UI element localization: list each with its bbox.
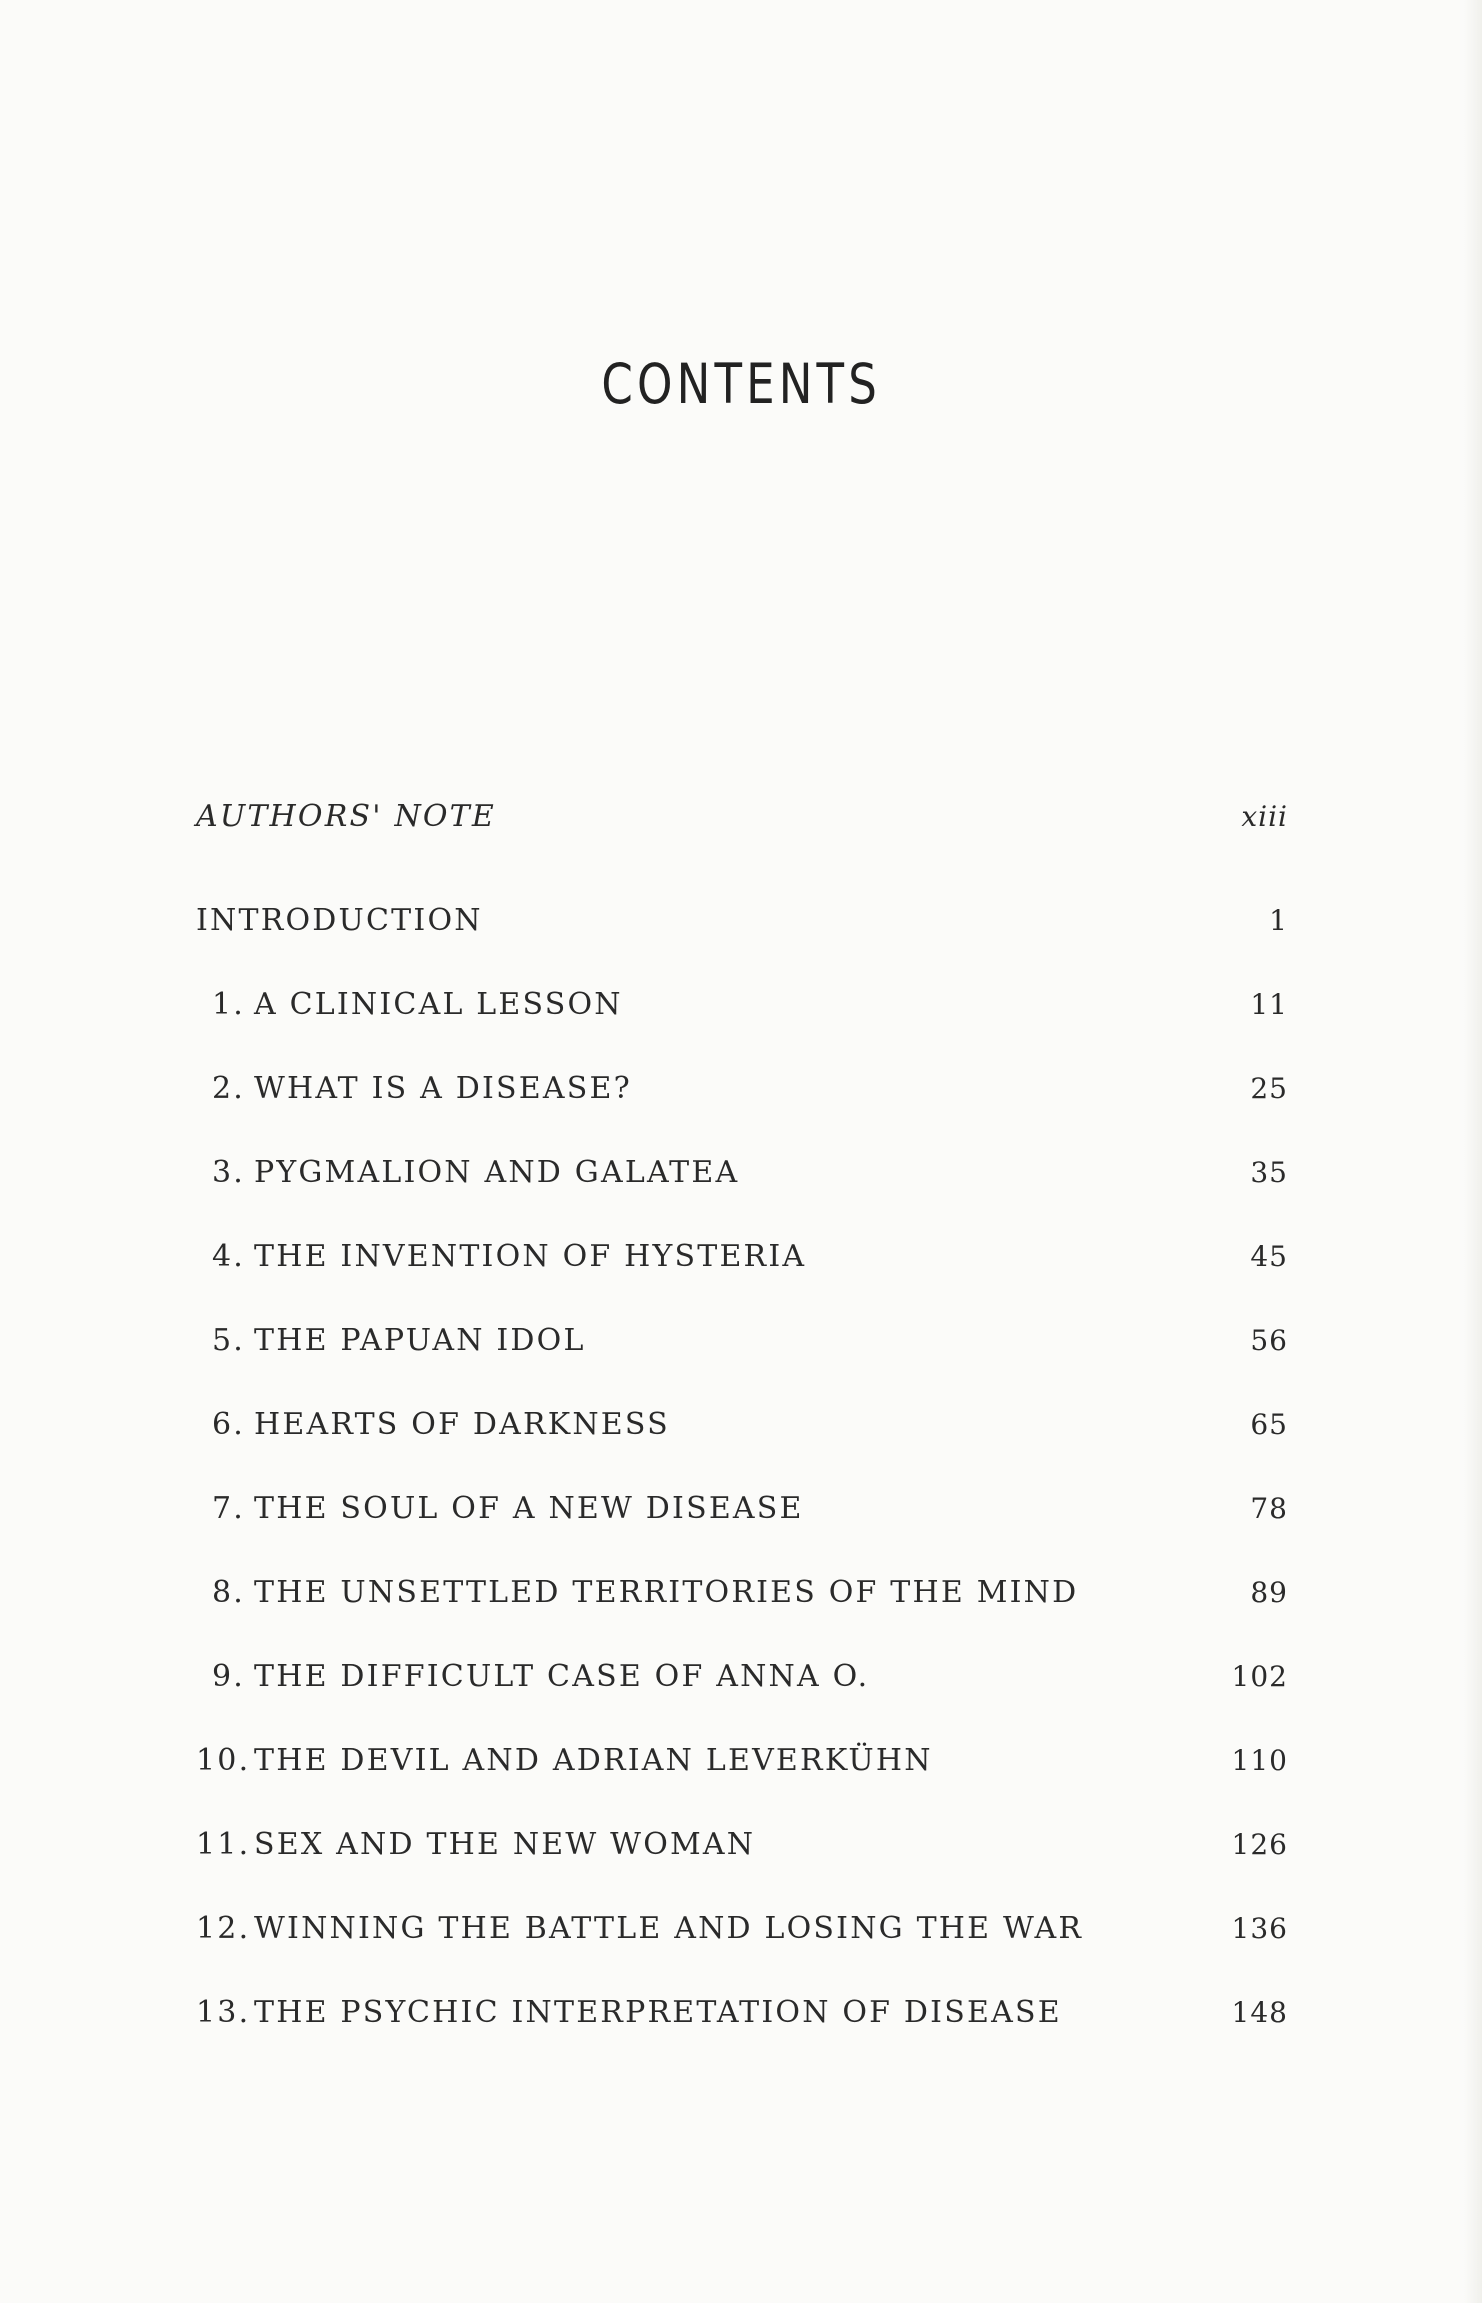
toc-entry-title <box>196 1887 1083 1971</box>
toc-entry-chapter[interactable] <box>196 1803 1290 1887</box>
toc-entry-chapter[interactable] <box>196 1719 1290 1803</box>
toc-entry-page: 136 <box>1231 1912 1288 1945</box>
chapter-title: PYGMALION AND GALATEA <box>254 1155 740 1190</box>
toc-entry-chapter[interactable] <box>196 1215 1290 1299</box>
toc-entry-chapter[interactable] <box>196 1047 1290 1131</box>
toc-entry-title <box>196 1551 1078 1635</box>
chapter-number: 12. <box>196 1911 251 1946</box>
toc-entry-title <box>196 1383 670 1467</box>
toc-entry-page: 102 <box>1231 1660 1288 1693</box>
chapter-number: 8. <box>212 1575 246 1610</box>
toc-entry-title <box>196 1299 586 1383</box>
toc-entry-page: 110 <box>1231 1744 1288 1777</box>
toc-entry-chapter[interactable] <box>196 1971 1290 2055</box>
toc-entry-title <box>196 963 623 1047</box>
chapter-number: 7. <box>212 1491 246 1526</box>
toc-entry-page: 78 <box>1250 1492 1288 1525</box>
chapter-title: THE UNSETTLED TERRITORIES OF THE MIND <box>254 1575 1079 1610</box>
toc-entry-page: 65 <box>1250 1408 1288 1441</box>
page-title: CONTENTS <box>601 352 881 416</box>
toc-entry-chapter[interactable] <box>196 1467 1290 1551</box>
chapter-number: 3. <box>212 1155 246 1190</box>
chapter-number: 4. <box>212 1239 246 1274</box>
table-of-contents <box>196 775 1290 2055</box>
toc-entry-chapter[interactable] <box>196 1299 1290 1383</box>
toc-entry-title <box>196 1803 755 1887</box>
toc-entry-page: 35 <box>1250 1156 1288 1189</box>
page-edge <box>1464 0 1482 2303</box>
toc-entry-chapter[interactable] <box>196 1887 1290 1971</box>
chapter-title: HEARTS OF DARKNESS <box>254 1407 670 1442</box>
toc-entry-page: xiii <box>1241 800 1288 833</box>
toc-entry-page: 45 <box>1250 1240 1288 1273</box>
chapter-number: 13. <box>196 1995 251 2030</box>
chapter-number: 2. <box>212 1071 246 1106</box>
chapter-number: 9. <box>212 1659 246 1694</box>
toc-entry-title <box>196 1971 1062 2055</box>
toc-entry-chapter[interactable] <box>196 1131 1290 1215</box>
toc-entry-page: 56 <box>1250 1324 1288 1357</box>
chapter-title: THE SOUL OF A NEW DISEASE <box>254 1491 804 1526</box>
toc-entry-title <box>196 1215 806 1299</box>
chapter-title: WINNING THE BATTLE AND LOSING THE WAR <box>254 1911 1084 1946</box>
toc-entry-chapter[interactable] <box>196 1551 1290 1635</box>
chapter-title: THE DIFFICULT CASE OF ANNA O. <box>254 1659 870 1694</box>
chapter-title: THE PSYCHIC INTERPRETATION OF DISEASE <box>254 1995 1062 2030</box>
chapter-number: 6. <box>212 1407 246 1442</box>
chapter-title: THE DEVIL AND ADRIAN LEVERKÜHN <box>254 1743 933 1778</box>
toc-entry-page: 11 <box>1250 988 1288 1021</box>
toc-entry-title <box>196 1635 869 1719</box>
toc-entry-page: 89 <box>1250 1576 1288 1609</box>
chapter-title: A CLINICAL LESSON <box>254 987 623 1022</box>
chapter-number: 5. <box>212 1323 246 1358</box>
toc-entry-title <box>196 1467 804 1551</box>
toc-entry-page: 148 <box>1231 1996 1288 2029</box>
chapter-title: SEX AND THE NEW WOMAN <box>254 1827 756 1862</box>
chapter-number: 1. <box>212 987 246 1022</box>
chapter-title: WHAT IS A DISEASE? <box>254 1071 632 1106</box>
toc-entry-chapter[interactable] <box>196 963 1290 1047</box>
toc-entry-authors-note[interactable] <box>196 775 1290 879</box>
toc-entry-page: 25 <box>1250 1072 1288 1105</box>
toc-entry-page: 1 <box>1269 904 1288 937</box>
toc-entry-title <box>196 1131 739 1215</box>
toc-entry-title <box>196 1719 933 1803</box>
toc-entry-chapter[interactable] <box>196 1635 1290 1719</box>
chapter-title: THE PAPUAN IDOL <box>254 1323 586 1358</box>
chapter-number: 10. <box>196 1743 251 1778</box>
toc-entry-chapter[interactable] <box>196 1383 1290 1467</box>
chapter-number: 11. <box>196 1827 251 1862</box>
toc-entry-title <box>196 1047 632 1131</box>
chapter-title: THE INVENTION OF HYSTERIA <box>254 1239 807 1274</box>
toc-entry-title: INTRODUCTION <box>196 903 483 938</box>
toc-entry-title: AUTHORS' NOTE <box>196 799 496 834</box>
toc-entry-page: 126 <box>1231 1828 1288 1861</box>
toc-entry-introduction[interactable] <box>196 879 1290 963</box>
